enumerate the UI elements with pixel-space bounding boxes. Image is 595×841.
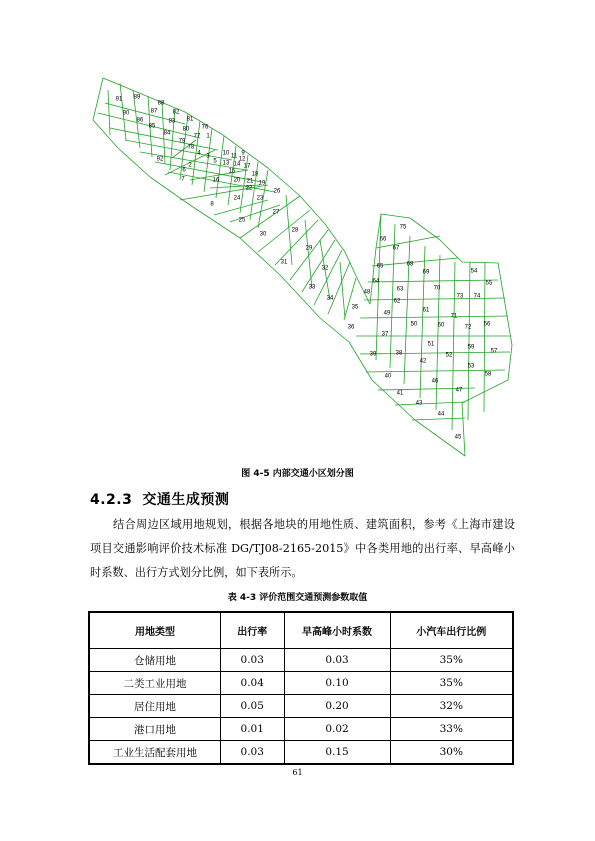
cell-peak-factor: 0.03: [284, 649, 390, 672]
zone-label: 68: [406, 261, 414, 268]
zone-label: 66: [379, 236, 387, 243]
zone-label: 20: [233, 177, 241, 184]
zone-division-map: [84, 60, 514, 465]
cell-trip-rate: 0.04: [220, 672, 284, 695]
zone-label: 14: [233, 161, 241, 168]
page-number: 61: [292, 768, 303, 777]
zone-label: 10: [222, 150, 230, 157]
zone-label: 18: [251, 171, 259, 178]
zone-label: 13: [222, 160, 230, 167]
zone-label: 39: [369, 351, 377, 358]
zone-label: 85: [148, 123, 156, 130]
zone-label: 74: [473, 293, 481, 300]
zone-label: 77: [193, 133, 201, 140]
zone-label: 91: [115, 96, 123, 103]
zone-label: 7: [181, 176, 185, 183]
zone-label: 29: [305, 245, 313, 252]
zone-label: 1: [206, 133, 210, 140]
cell-peak-factor: 0.10: [284, 672, 390, 695]
zone-label: 78: [187, 144, 195, 151]
table-row: [89, 741, 513, 765]
zone-label: 83: [168, 118, 176, 125]
zone-label: 45: [454, 434, 462, 441]
zone-label: 54: [470, 268, 478, 275]
zone-label: 19: [258, 180, 266, 187]
zone-label: 90: [122, 110, 130, 117]
zone-label: 65: [376, 263, 384, 270]
cell-trip-rate: 0.03: [220, 649, 284, 672]
zone-label: 15: [228, 168, 236, 175]
zone-label: 17: [243, 163, 251, 170]
zone-label: 22: [245, 185, 253, 192]
cell-car-share: 35%: [390, 649, 513, 672]
table-row: [89, 718, 513, 741]
zone-label: 56: [483, 321, 491, 328]
zone-label: 61: [422, 307, 430, 314]
zone-boundary-outline: [93, 78, 512, 456]
zone-label: 21: [246, 178, 254, 185]
zone-label: 27: [272, 209, 280, 216]
zone-label: 43: [415, 400, 423, 407]
zone-label: 50: [410, 321, 418, 328]
zone-label: 11: [230, 153, 238, 160]
zone-label: 12: [238, 156, 246, 163]
zone-label: 16: [212, 177, 220, 184]
zone-label: 44: [437, 411, 445, 418]
table-row: [89, 695, 513, 718]
zone-label: 70: [433, 285, 441, 292]
zone-label: 28: [291, 227, 299, 234]
zone-label: 71: [450, 313, 458, 320]
header-trip-rate: 出行率: [220, 612, 284, 649]
table-header-row: [89, 612, 513, 649]
zone-label: 57: [490, 348, 498, 355]
zone-label: 69: [422, 269, 430, 276]
zone-label: 38: [395, 350, 403, 357]
zone-label: 3: [206, 153, 210, 160]
zone-label: 46: [431, 378, 439, 385]
zone-label: 33: [308, 284, 316, 291]
cell-peak-factor: 0.15: [284, 741, 390, 765]
cell-land-type: 工业生活配套用地: [89, 741, 220, 765]
cell-land-type: 二类工业用地: [89, 672, 220, 695]
table-row: [89, 649, 513, 672]
zone-label: 42: [419, 358, 427, 365]
cell-car-share: 32%: [390, 695, 513, 718]
zone-label: 86: [136, 117, 144, 124]
zone-label: 6: [182, 167, 186, 174]
zone-label: 36: [347, 324, 355, 331]
zone-label: 48: [363, 289, 371, 296]
zone-label: 63: [396, 286, 404, 293]
zone-label: 5: [213, 158, 217, 165]
zone-label: 23: [256, 195, 264, 202]
table-caption: 表 4-3 评价范围交通预测参数取值: [227, 593, 368, 603]
zone-label: 62: [393, 298, 401, 305]
cell-car-share: 35%: [390, 672, 513, 695]
header-land-type: 用地类型: [89, 612, 220, 649]
cell-car-share: 30%: [390, 741, 513, 765]
cell-trip-rate: 0.01: [220, 718, 284, 741]
section-title: 交通生成预测: [142, 492, 230, 508]
header-car-share: 小汽车出行比例: [390, 612, 513, 649]
zone-label: 88: [157, 100, 165, 107]
zone-label: 79: [178, 138, 186, 145]
zone-label: 58: [484, 371, 492, 378]
header-peak-factor: 早高峰小时系数: [284, 612, 390, 649]
cell-peak-factor: 0.20: [284, 695, 390, 718]
parameter-table: [88, 611, 514, 765]
zone-label: 26: [273, 188, 281, 195]
zone-label: 2: [188, 162, 192, 169]
cell-land-type: 港口用地: [89, 718, 220, 741]
section-heading: [90, 489, 229, 509]
zone-label: 8: [210, 201, 214, 208]
zone-label: 59: [467, 344, 475, 351]
zone-label: 82: [172, 109, 180, 116]
cell-peak-factor: 0.02: [284, 718, 390, 741]
zone-label: 4: [197, 150, 201, 157]
zone-label: 47: [455, 387, 463, 394]
cell-trip-rate: 0.05: [220, 695, 284, 718]
zone-label: 35: [351, 304, 359, 311]
zone-label: 84: [163, 130, 171, 137]
zone-label: 24: [233, 195, 241, 202]
zone-label: 25: [238, 217, 246, 224]
zone-label: 9: [241, 150, 245, 157]
figure-caption: 图 4-5 内部交通小区划分图: [241, 469, 354, 479]
zone-label: 55: [485, 280, 493, 287]
zone-label: 87: [150, 108, 158, 115]
section-paragraph: 结合周边区域用地规划，根据各地块的用地性质、建筑面积，参考《上海市建设项目交通影响评价技术标准 DG/TJ08-2165-2015》中各类用地的出行率、早高峰小时系数、出行方式划分比例，如下表所示。: [90, 518, 515, 579]
zone-label: 52: [445, 352, 453, 359]
zone-label: 76: [201, 124, 209, 131]
zone-label: 30: [259, 231, 267, 238]
cell-land-type: 仓储用地: [89, 649, 220, 672]
zone-label: 72: [464, 324, 472, 331]
cell-land-type: 居住用地: [89, 695, 220, 718]
zone-label: 67: [392, 245, 400, 252]
zone-label: 80: [182, 126, 190, 133]
cell-car-share: 33%: [390, 718, 513, 741]
zone-label: 49: [383, 310, 391, 317]
zone-label: 81: [186, 116, 194, 123]
section-number: 4.2.3: [90, 492, 133, 508]
zone-label: 32: [321, 265, 329, 272]
zone-label: 64: [372, 278, 380, 285]
zone-label: 92: [156, 156, 164, 163]
table-row: [89, 672, 513, 695]
zone-label: 60: [437, 322, 445, 329]
zone-label: 37: [381, 331, 389, 338]
zone-label: 41: [396, 390, 404, 397]
cell-trip-rate: 0.03: [220, 741, 284, 765]
zone-label: 73: [456, 293, 464, 300]
zone-label: 34: [326, 295, 334, 302]
zone-label: 89: [133, 94, 141, 101]
zone-label: 75: [399, 224, 407, 231]
zone-label: 51: [427, 341, 435, 348]
zone-label: 40: [384, 373, 392, 380]
zone-label: 31: [280, 259, 288, 266]
zone-label: 53: [467, 363, 475, 370]
